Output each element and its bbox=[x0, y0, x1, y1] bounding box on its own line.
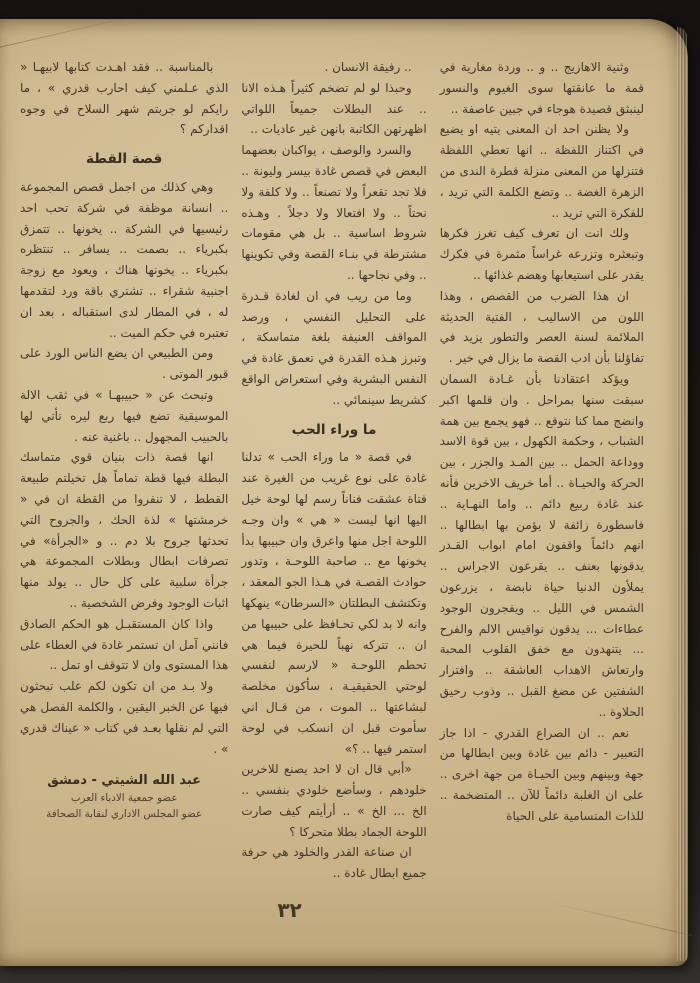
page-number: ٣٢ bbox=[277, 898, 302, 923]
paragraph: نعم .. ان الصراع القدري - اذا جاز التعبير - دائم بين غادة وبين ابطالها من جهة وبينهم وبين الحيـاة من جهة اخرى .. على ان الغلبة دائماً للآن .. المتضخمة .. للذات المتسامية على الحياة bbox=[439, 725, 644, 823]
paragraph: انها قصة ذات بنيان قوي متماسك البطلة فيها قطة تماماً هل تخيلتم طبيعة القطط ، لا تنفروا من القطة ان في « خرمشتها » لذة الحك ، والجروح التي تحدثها جروح بلا دم .. و «الجرأة» في تصرفات ابطال وبطلات المجموعة هي جرأة سلبية على كل حال .. يولد منها اثبات الوجود وفرض الشخصية .. bbox=[20, 450, 229, 610]
paragraph: ولا بـد من ان تكون لكم علب تبحثون فيها عن الخبر اليقين ، والكلمة الفصل هي التي لم نقلها بعـد في كتاب « عيناك قدري » . bbox=[20, 679, 229, 756]
section-heading-beyond-love: ما وراء الحب bbox=[291, 421, 377, 438]
paper-crease-top-left bbox=[0, 11, 156, 50]
paragraph: ولا يظنن احد ان المعنى يتيه او يضيع في اكتناز اللفظة .. انها تعطي اللفظة فتنزلها من المعنى منزلة قطرة الندى من الزهرة الغضة .. وتضع الكلمة التي تريد ، للفكرة التي تريد .. bbox=[439, 122, 644, 220]
text-column-middle bbox=[241, 57, 426, 921]
author-role-line: عضو جمعية الادباء العرب bbox=[70, 792, 178, 805]
paragraph: وما من ريب في ان لغادة قـدرة على التحليل النفسي ، ورصد المواقف العنيفة بلغة متماسكة ، وتبرز هـذه القدرة في تعمق غادة في النفس البشرية وفي استعراض الواقع كشريط سينمائي .. bbox=[241, 288, 427, 407]
section-heading-cat-story: قصة القطة bbox=[86, 151, 163, 168]
page-sheet bbox=[0, 19, 688, 966]
paragraph: ولك انت ان تعرف كيف تغرز فكرها وتبعثره وتزرعه غراساً مثمرة في فكرك يقدر على استيعابها وهضم غذائها .. bbox=[439, 226, 644, 282]
paragraph: «أبي قال ان لا احد يصنع للاخرين خلودهم ، وسأضع خلودي بنفسي .. الخ ... الخ » .. أرأيتم كيف صارت اللوحة الجماد بطلا متحركا ؟ bbox=[241, 762, 427, 839]
paragraph: في قصة « ما وراء الحب » تدلنا غادة على نوع غريب من الغيرة عند فتاة عشقت فناناً رسم لها لوحة خيل اليها انها ليست « هي » وان وجـه اللوحة اجل منها واعرق وان حبيبها بدأ يخونها مع .. صاحبة اللوحـة ، وتدور حوادث القصـة في هـذا الجو المعقد ، وتكتشف البطلتان «السرطان» ينهكها وانه لا بد لكي تحـافظ على حبيبها من ان .. تتركه نهباً للحيرة فيما هي تحطم اللوحـة « لارسم لنفسي لوحتي الحقيقيـة ، سأكون مخلصة لبشاعتها .. الموت ، من قـال اني سأموت قبل ان انسكب في لوحة استمر فيها .. ؟» bbox=[241, 450, 427, 756]
article-text bbox=[20, 57, 644, 921]
author-signature: عبد الله الشيتي - دمشق bbox=[47, 773, 202, 789]
paragraph: وتبحث عن « حبيبهـا » في ثقب الالة الموسيقية تضع فيها ربع ليره تأتي لها بالحبيب المجهول .. باغنية عنه . bbox=[20, 387, 229, 444]
paragraph: وحبذا لو لم تضخم كثيراً هـذه الانا .. عند البطلات جميعاً اللواتي اظهرتهن الكاتبة بانهن غير عاديات .. bbox=[241, 80, 427, 137]
paragraph: ان هذا الضرب من القصص ، وهذا اللون من الاساليب ، الفتية الحديثة الملائمة لسنة العصر والتطور يزيد في تفاؤلنا بأن ادب القصة ما يزال في خير . bbox=[439, 288, 644, 366]
paragraph: ومن الطبيعي ان يضع الناس الورد على قبور الموتى . bbox=[20, 346, 229, 382]
text-column-left bbox=[20, 57, 228, 921]
paragraph: ويؤكد اعتقادنا بأن غـادة السمان سبقت سنها بمراحل . وان قلمها اكبر وانضج مما كنا نتوقع .. فهو يجمع بين همة الشباب ، وحكمة الكهول ، بين قوة الاسد ووداعة الحمل .. بين المـد والجزر ، بين الحركة والحيـاة .. أما خريف الاخرين فأنه عند غادة ربيع دائم .. واما النهـاية .. فاسطورة زائفة لا يؤمن بها ابطالها .. انهم دائماً واقفون امام ابواب القـدر يدقونها بعنف .. يقرعون الاجراس .. يملأون الدنيا حياة نابضة ، يزرعون الشمس في الليل .. ويفجرون الوجود عطاءات ... يدقون نواقيس الالم والفرح ... يتنهدون مع خفق القلوب المحبة وارتعاش الاهداب العاشقة .. وافترار الشفتين عن مضغ القبل .. وذوب رحيق الحلاوة .. bbox=[439, 371, 644, 719]
text-column-right bbox=[440, 57, 644, 921]
author-role-line: عضو المجلس الاداري لنقابة الصحافة bbox=[46, 807, 203, 820]
paragraph: وثنية الاهازيج .. و .. وردة مغارية في قمة ما عانقتها سوى الغيوم والنسور لينبثق قصيدة هوجاء في جبين عاصفة .. bbox=[439, 60, 644, 116]
page-edge-stack bbox=[677, 27, 687, 961]
paragraph: بالمناسبة .. فقد اهـدت كتابها لابيهـا « الذي عـلمني كيف احارب قدري » ، ما رايكم لو جربتم شهر السلاح في وجوه اقداركم ؟ bbox=[20, 60, 229, 137]
paragraph: والسرد والوصف ، يواكبان بعضهما البعض في قصص غادة بيسر وليونة .. فلا تجد تقعراً ولا تصنعاً .. ولا كلفة ولا نحتاً .. ولا افتعالا ولا دجلاً . وهـذه شروط اساسية .. بل هي مقومات مشترطة في بنـاء القصة وفي تكوينها .. وفي نجاحها .. bbox=[241, 143, 427, 282]
paragraph: وهي كذلك من اجمل قصص المجموعة .. انسانة موظفة في شركة تحب احد رئيسيها في الشركة .. يخونها .. تتمزق بكبرياء .. بصمت .. يسافر .. تنتظره بكبرياء .. يخونها هناك ، ويعود مع زوجة اجنبية شقراء .. تشتري باقة ورد لتقدمها له ، في المطار لدى استقباله ، بعد ان تعتبره في حكم الميت .. bbox=[20, 179, 229, 340]
paragraph: .. رفيقة الانسان . bbox=[324, 60, 412, 74]
paragraph: ان صناعة القدر والخلود هي حرفة جميع ابطال غادة .. bbox=[241, 845, 427, 881]
paragraph: واذا كان المستقبـل هو الحكم الصادق فانني آمل ان تستمر غادة في العطاء على هذا المستوى وان لا تتوقف او تمل .. bbox=[20, 616, 229, 673]
